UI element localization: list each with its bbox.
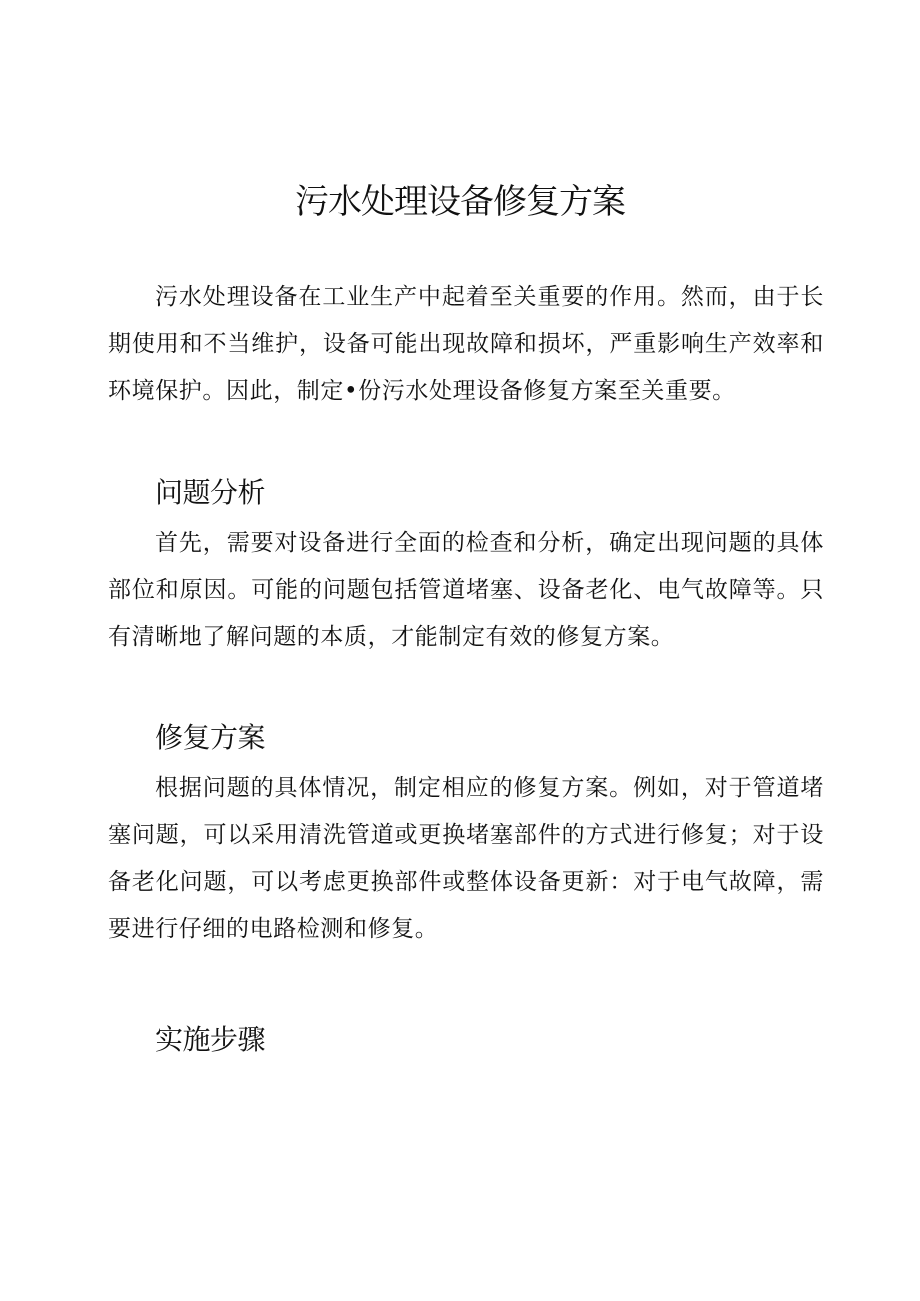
section-heading-repair-plan: 修复方案 [155,721,266,754]
section-body-problem-analysis: 首先，需要对设备进行全面的检查和分析，确定出现问题的具体部位和原因。可能的问题包括管道堵塞、设备老化、电气故障等。只有清晰地了解问题的本质，才能制定有效的修复方案。 [108,530,824,650]
section-body-repair-plan: 根据问题的具体情况，制定相应的修复方案。例如，对于管道堵塞问题，可以采用清洗管道或更换堵塞部件的方式进行修复；对于设备老化问题，可以考虑更换部件或整体设备更新：对于电气故障，需要进行仔细的电路检测和修复。 [108,775,824,942]
document-title: 污水处理设备修复方案 [295,182,625,222]
section-heading-implementation-steps: 实施步骤 [155,1023,266,1056]
section-heading-problem-analysis: 问题分析 [155,476,266,509]
intro-paragraph: 污水处理设备在工业生产中起着至关重要的作用。然而，由于长期使用和不当维护，设备可能出现故障和损坏，严重影响生产效率和环境保护。因此，制定•份污水处理设备修复方案至关重要。 [108,284,824,404]
